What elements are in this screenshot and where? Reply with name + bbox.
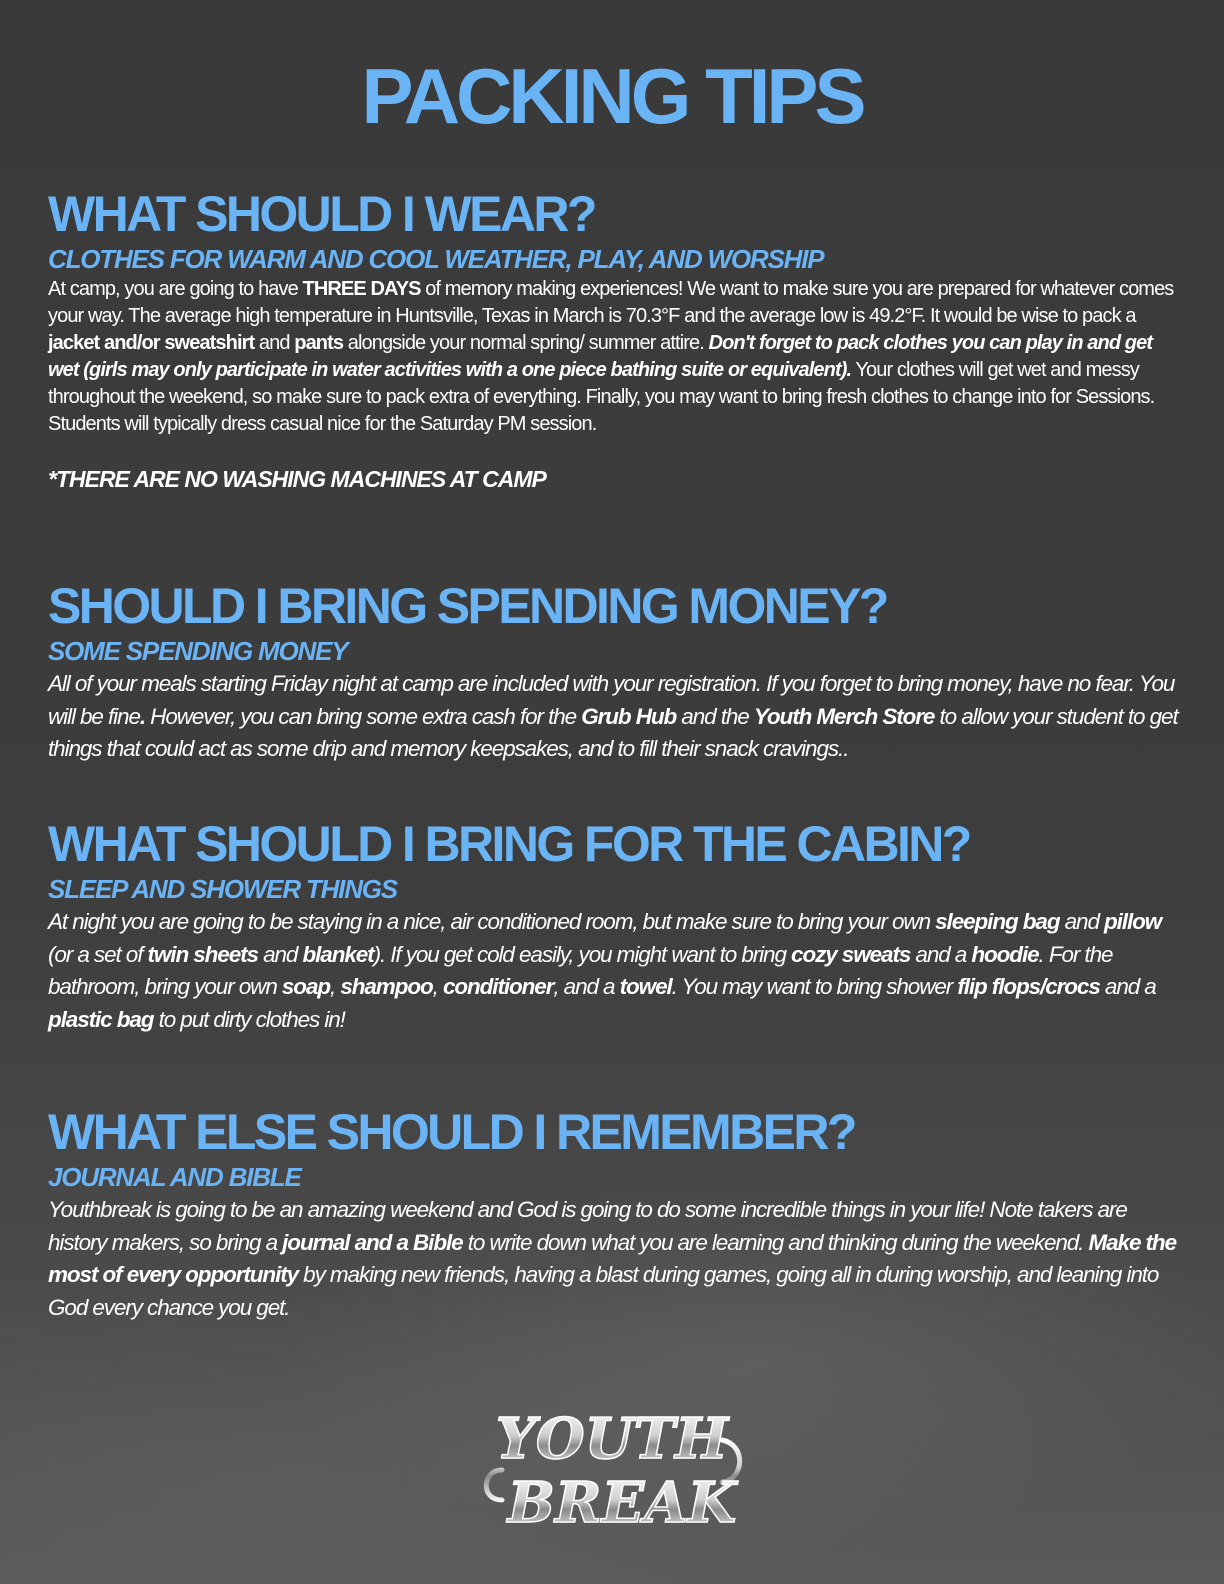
bold-segment: plastic bag [48,1006,154,1032]
bold-segment: sleeping bag [935,909,1060,934]
text-segment: by making new friends, having a blast during games, going all in during worship, and leaning into God every chance you get. [48,1262,1159,1320]
section-body-cabin [48,906,1178,1036]
text-segment: All of your meals starting Friday night at camp are included with your registration. If you forget to bring money, have no fear. You will be fine [48,671,1175,729]
text-segment: At night you are going to be staying in a nice, air conditioned room, but make sure to bring your own [48,909,936,934]
bold-italic-segment: Don't forget to pack clothes you can play in and get wet (girls may only participate in water activities with a one piece bathing suite or equivalent). [48,332,1153,381]
bold-segment: twin sheets [147,941,258,967]
section-subheading-wear: CLOTHES FOR WARM AND COOL WEATHER, PLAY, AND WORSHIP [48,244,824,274]
text-segment: to put dirty clothes in! [153,1006,345,1032]
section-heading-cabin: WHAT SHOULD I BRING FOR THE CABIN? [48,816,970,872]
text-segment: At camp, you are going to have [48,278,303,300]
text-segment: , [330,974,341,999]
bold-segment: jacket and/or sweatshirt [48,332,255,354]
bold-segment: . [139,703,146,729]
bold-segment: Grub Hub [581,703,677,729]
logo-graphic [472,1400,752,1540]
bold-segment: THREE DAYS [302,278,421,300]
text-segment: Youthbreak is going to be an amazing weekend and God is going to do some incredible things in your life! Note takers are history makers, so bring a [48,1197,1127,1255]
text-segment: to allow your student to get things that could act as some drip and memory keepsakes, and to fill their snack cravings.. [48,703,1178,761]
section-body-money [48,668,1178,766]
text-segment: , [432,974,443,999]
section-subheading-remember: JOURNAL AND BIBLE [48,1162,301,1192]
section-money [48,578,1178,766]
text-segment: and [257,941,303,967]
bold-segment: cozy sweats [791,941,911,967]
text-segment: to write down what you are learning and thinking during the weekend. [462,1229,1089,1255]
bold-segment: hoodie [971,941,1039,967]
bold-segment: pants [294,332,344,354]
text-segment: and a [910,941,972,967]
text-segment: and [254,332,295,354]
bold-segment: journal and a Bible [282,1229,463,1255]
text-segment: Your clothes will get wet and messy throughout the weekend, so make sure to pack extra of everything. Finally, you may want to bring fresh clothes to change into for Sessions. Students will typically dress casual nice for the Saturday PM session. [48,359,1155,435]
bold-segment: towel [619,974,672,999]
section-remember [48,1104,1178,1324]
text-segment: alongside your normal spring/ summer attire. [343,332,709,354]
section-body-remember [48,1194,1178,1324]
text-segment: and the [676,703,754,729]
section-body-wear [48,276,1178,438]
section-wear [48,186,1178,493]
text-segment: . For the bathroom, bring your own [48,941,1113,999]
text-segment: of memory making experiences! We want to make sure you are prepared for whatever comes your way. The average high temperature in Huntsville, Texas in March is 70.3°F and the average low is 49.2°F. It would be wise to pack a [48,278,1174,327]
text-segment: ). If you get cold easily, you might want to bring [373,941,792,967]
bold-segment: blanket [302,941,374,967]
section-heading-remember: WHAT ELSE SHOULD I REMEMBER? [48,1104,855,1160]
section-subheading-money: SOME SPENDING MONEY [48,636,348,666]
page-title: PACKING TIPS [361,52,863,140]
section-cabin [48,816,1178,1036]
text-segment: , and a [553,974,620,999]
text-segment: and [1059,909,1105,934]
bold-segment: shampoo [340,974,433,999]
bold-segment: Make the most of every opportunity [48,1229,1176,1287]
bold-segment: conditioner [442,974,554,999]
logo-line-1: YOUTH [495,1406,729,1472]
text-segment: . You may want to bring shower [671,974,958,999]
bold-segment: pillow [1104,909,1162,934]
bold-segment: soap [281,974,331,999]
logo-line-2: BREAK [507,1470,737,1536]
washing-note: *THERE ARE NO WASHING MACHINES AT CAMP [48,466,546,492]
youthbreak-logo [472,1400,752,1540]
section-heading-wear: WHAT SHOULD I WEAR? [48,186,595,242]
bold-segment: Youth Merch Store [753,703,935,729]
section-heading-money: SHOULD I BRING SPENDING MONEY? [48,578,887,634]
text-segment: However, you can bring some extra cash for the [145,703,582,729]
section-subheading-cabin: SLEEP AND SHOWER THINGS [48,874,397,904]
bold-segment: flip flops/crocs [957,974,1100,999]
text-segment: and a [1099,974,1156,999]
text-segment: (or a set of [48,941,148,967]
